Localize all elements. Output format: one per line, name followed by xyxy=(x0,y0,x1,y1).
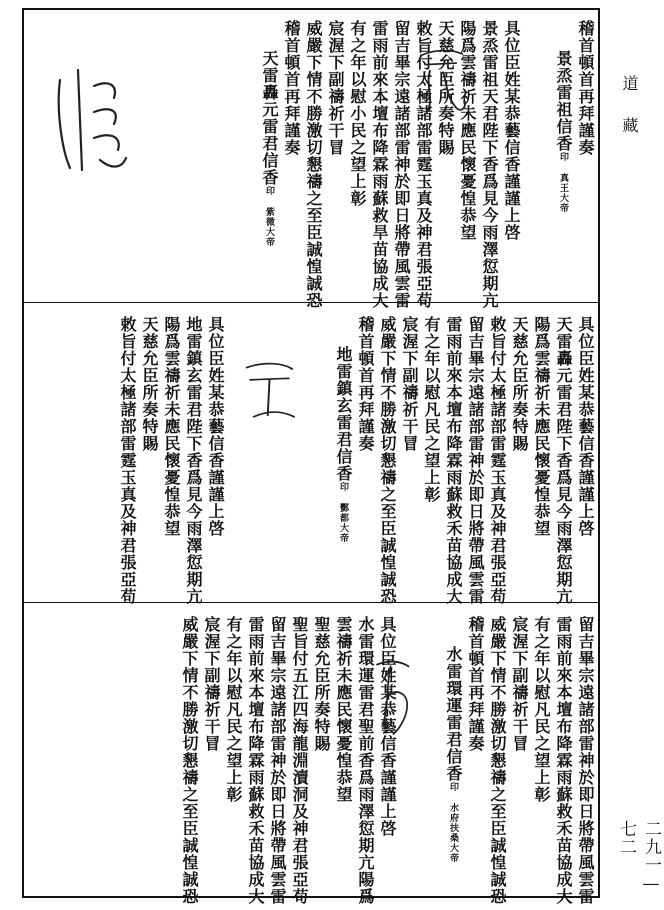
text-column xyxy=(347,20,368,207)
column-text: 敕旨付太極諸部雷霆玉真及神君張亞苟 xyxy=(488,316,507,605)
column-text: 有之年以慰小民之望上彰 xyxy=(348,20,367,207)
column-text: 雷雨前來本壇布降霖雨蘇救禾苗協成大 xyxy=(554,616,573,905)
talisman-shui xyxy=(368,646,428,756)
column-text: 地雷鎮玄雷君陛下香爲見今雨澤愆期亢 xyxy=(184,316,203,605)
column-text: 具位臣姓某恭藝信香謹謹上啓 xyxy=(206,316,225,537)
seal-annotation: 印 酆都大帝 xyxy=(338,482,348,543)
column-text: 水雷環運雷君信香 xyxy=(444,646,463,782)
talisman-stroke xyxy=(377,662,409,734)
text-column xyxy=(509,316,530,452)
text-column xyxy=(465,616,486,752)
talisman-stroke xyxy=(421,51,465,111)
talisman-xin xyxy=(48,50,128,180)
text-column xyxy=(201,616,222,752)
text-column xyxy=(355,316,376,452)
text-column xyxy=(531,616,552,803)
column-text: 有之年以慰凡民之望上彰 xyxy=(224,616,243,803)
text-column xyxy=(333,616,354,803)
column-text: 天雷轟元雷君信香 xyxy=(260,50,279,186)
column-text: 天慈允臣所奏特賜 xyxy=(510,316,529,452)
column-text: 威嚴下情不勝激切懇禱之至臣誠惶誠恐 xyxy=(304,20,323,309)
text-column xyxy=(553,616,574,905)
text-column xyxy=(311,616,332,752)
text-column xyxy=(487,616,508,905)
column-text: 威嚴下情不勝激切懇禱之至臣誠惶誠恐 xyxy=(180,616,199,905)
margin-title: 道藏 xyxy=(620,75,639,159)
column-text: 稽首頓首再拜謹奏 xyxy=(356,316,375,452)
text-column xyxy=(575,616,596,905)
text-column xyxy=(117,316,138,605)
text-column xyxy=(183,316,204,605)
column-text: 留吉畢宗遠諸部雷神於即日將帶風雲雷 xyxy=(268,616,287,905)
text-panel-3 xyxy=(26,606,598,905)
text-column xyxy=(487,316,508,605)
column-text: 景烝雷祖天君陛下香爲見今雨澤愆期亢 xyxy=(480,20,499,309)
talisman-rong xyxy=(408,40,478,140)
column-text: 雲禱祈未應民懷憂惶恭望 xyxy=(334,616,353,803)
column-text: 天慈允臣所奏特賜 xyxy=(140,316,159,452)
talisman-stroke xyxy=(59,70,126,170)
column-text: 陽爲雲禱祈未應民懷憂惶恭望 xyxy=(532,316,551,537)
text-column xyxy=(205,316,226,537)
column-text: 宸渥下副禱祈干冒 xyxy=(510,616,529,752)
text-column xyxy=(258,50,280,247)
text-column xyxy=(245,616,266,905)
column-text: 具位臣姓某恭藝信香謹謹上啓 xyxy=(576,316,595,537)
text-column xyxy=(465,316,486,605)
text-column xyxy=(443,316,464,605)
column-text: 宸渥下副禱祈干冒 xyxy=(202,616,221,752)
text-column xyxy=(325,20,346,156)
text-column xyxy=(303,20,324,309)
text-column xyxy=(139,316,160,452)
seal-annotation: 印 紫微大帝 xyxy=(264,186,274,247)
text-column xyxy=(289,616,310,905)
column-text: 有之年以慰凡民之望上彰 xyxy=(422,316,441,503)
text-column xyxy=(509,616,530,752)
seal-annotation: 印 真王大帝 xyxy=(558,152,568,213)
column-text: 地雷鎮玄雷君信香 xyxy=(334,346,353,482)
column-text: 雷雨前來本壇布降霖雨蘇救禾苗協成大 xyxy=(444,316,463,605)
text-column xyxy=(421,316,442,503)
text-panel-2 xyxy=(26,306,598,605)
text-column xyxy=(501,20,522,241)
text-column xyxy=(369,20,390,309)
column-text: 宸渥下副禱祈干冒 xyxy=(326,20,345,156)
text-column xyxy=(553,316,574,605)
column-text: 水雷環運雷君聖前香爲雨澤愆期亢陽爲 xyxy=(356,616,375,905)
text-column xyxy=(281,20,302,156)
column-text: 稽首頓首再拜謹奏 xyxy=(576,20,595,156)
column-text: 留吉畢宗遠諸部雷神於即日將帶風雲雷 xyxy=(466,316,485,605)
column-text: 稽首頓首再拜謹奏 xyxy=(282,20,301,156)
talisman-stroke xyxy=(247,364,294,417)
column-text: 威嚴下情不勝激切懇禱之至臣誠惶誠恐 xyxy=(378,316,397,605)
text-column xyxy=(377,316,398,605)
text-column xyxy=(575,20,596,156)
text-column xyxy=(332,346,354,543)
text-column xyxy=(399,316,420,452)
seal-annotation: 印 水府扶桑大帝 xyxy=(448,782,458,863)
column-text: 聖慈允臣所奏特賜 xyxy=(312,616,331,752)
column-text: 敕旨付太極諸部雷霆玉真及神君張亞苟 xyxy=(414,20,433,309)
text-column xyxy=(531,316,552,537)
text-column xyxy=(575,316,596,537)
column-text: 陽爲雲禱祈未應民懷憂惶恭望 xyxy=(458,20,477,241)
column-text: 留吉畢宗遠諸部雷神於即日將帶風雲雷 xyxy=(392,20,411,309)
column-text: 威嚴下情不勝激切懇禱之至臣誠惶誠恐 xyxy=(488,616,507,905)
text-panel-1 xyxy=(26,10,598,309)
page-number: 二九一—七二 xyxy=(616,820,661,895)
column-text: 雷雨前來本壇布降霖雨蘇救禾苗協成大 xyxy=(246,616,265,905)
column-text: 陽爲雲禱祈未應民懷憂惶恭望 xyxy=(162,316,181,537)
column-text: 具位臣姓某恭藝信香謹謹上啓 xyxy=(378,616,397,837)
column-text: 聖旨付五江四海龍淵瀆洞及神君張亞苟 xyxy=(290,616,309,905)
panel-divider xyxy=(22,602,600,603)
column-text: 天慈允臣所奏特賜 xyxy=(436,20,455,156)
text-column xyxy=(161,316,182,537)
column-text: 宸渥下副禱祈干冒 xyxy=(400,316,419,452)
column-text: 稽首頓首再拜謹奏 xyxy=(466,616,485,752)
column-text: 有之年以慰凡民之望上彰 xyxy=(532,616,551,803)
text-column xyxy=(552,50,574,213)
column-text: 留吉畢宗遠諸部雷神於即日將帶風雲雷 xyxy=(576,616,595,905)
text-column xyxy=(442,646,464,863)
column-text: 天雷轟元雷君陛下香爲見今雨澤愆期亢 xyxy=(554,316,573,605)
text-column xyxy=(179,616,200,905)
column-text: 雷雨前來本壇布降霖雨蘇救旱苗協成大 xyxy=(370,20,389,309)
column-text: 敕旨付太極諸部雷霆玉真及神君張亞苟 xyxy=(118,316,137,605)
talisman-zheng xyxy=(238,346,308,446)
text-column xyxy=(223,616,244,803)
column-text: 景烝雷祖信香 xyxy=(554,50,573,152)
column-text: 具位臣姓某恭藝信香謹謹上啓 xyxy=(502,20,521,241)
text-column xyxy=(267,616,288,905)
text-column xyxy=(479,20,500,309)
